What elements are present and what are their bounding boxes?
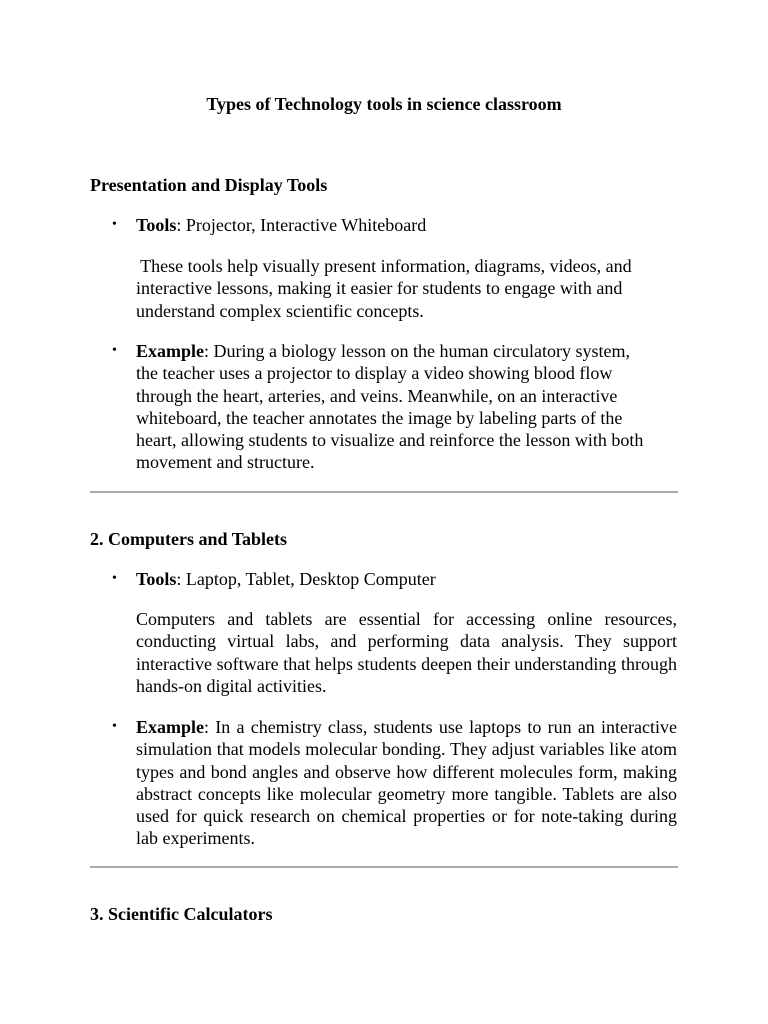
example-label: Example bbox=[136, 717, 205, 737]
tools-value: : Laptop, Tablet, Desktop Computer bbox=[176, 569, 436, 589]
example-line: heart, allowing students to visualize and reinforce the lesson with both bbox=[136, 430, 644, 451]
example-line: : During a biology lesson on the human circulatory system, bbox=[204, 341, 630, 361]
horizontal-rule bbox=[90, 491, 678, 493]
bullet-icon: • bbox=[112, 343, 117, 358]
bullet-tools-computers bbox=[112, 568, 677, 590]
bullet-icon: • bbox=[112, 719, 117, 734]
example-line: through the heart, arteries, and veins. Meanwhile, on an interactive bbox=[136, 385, 618, 406]
bullet-icon: • bbox=[112, 217, 117, 232]
section-heading-presentation: Presentation and Display Tools bbox=[90, 175, 328, 195]
horizontal-rule bbox=[90, 866, 678, 868]
tools-label: Tools bbox=[136, 215, 177, 235]
example-line: whiteboard, the teacher annotates the image by labeling parts of the bbox=[136, 407, 623, 428]
example-line: the teacher uses a projector to display a video showing blood flow bbox=[136, 363, 613, 384]
section-heading-computers: 2. Computers and Tablets bbox=[90, 529, 288, 549]
description-computers: Computers and tablets are essential for accessing online resources, conducting virtual labs, and performing data analysis. They support interactive software that helps students deepen their understanding through hands-on digital activities. bbox=[136, 609, 677, 696]
document-title: Types of Technology tools in science classroom bbox=[206, 94, 562, 114]
description-line: interactive lessons, making it easier for students to engage with and bbox=[136, 278, 623, 299]
description-line: These tools help visually present information, diagrams, videos, and bbox=[136, 256, 632, 276]
bullet-example-computers bbox=[112, 716, 677, 850]
bullet-tools-presentation bbox=[112, 214, 677, 236]
description-line: understand complex scientific concepts. bbox=[136, 300, 424, 321]
section-heading-calculators: 3. Scientific Calculators bbox=[90, 904, 273, 924]
example-text: : In a chemistry class, students use laptops to run an interactive simulation that models molecular bonding. They adjust variables like atom types and bond angles and observe how different molecules form, making abstract concepts like molecular geometry more tangible. Tablets are also used for quick research on chemical properties or for note-taking during lab experiments. bbox=[136, 717, 677, 849]
tools-value: : Projector, Interactive Whiteboard bbox=[176, 215, 427, 235]
bullet-example-presentation bbox=[112, 340, 677, 474]
bullet-icon: • bbox=[112, 571, 117, 586]
tools-label: Tools bbox=[136, 569, 177, 589]
description-presentation bbox=[136, 255, 677, 322]
example-label: Example bbox=[136, 341, 205, 361]
example-line: movement and structure. bbox=[136, 452, 315, 473]
